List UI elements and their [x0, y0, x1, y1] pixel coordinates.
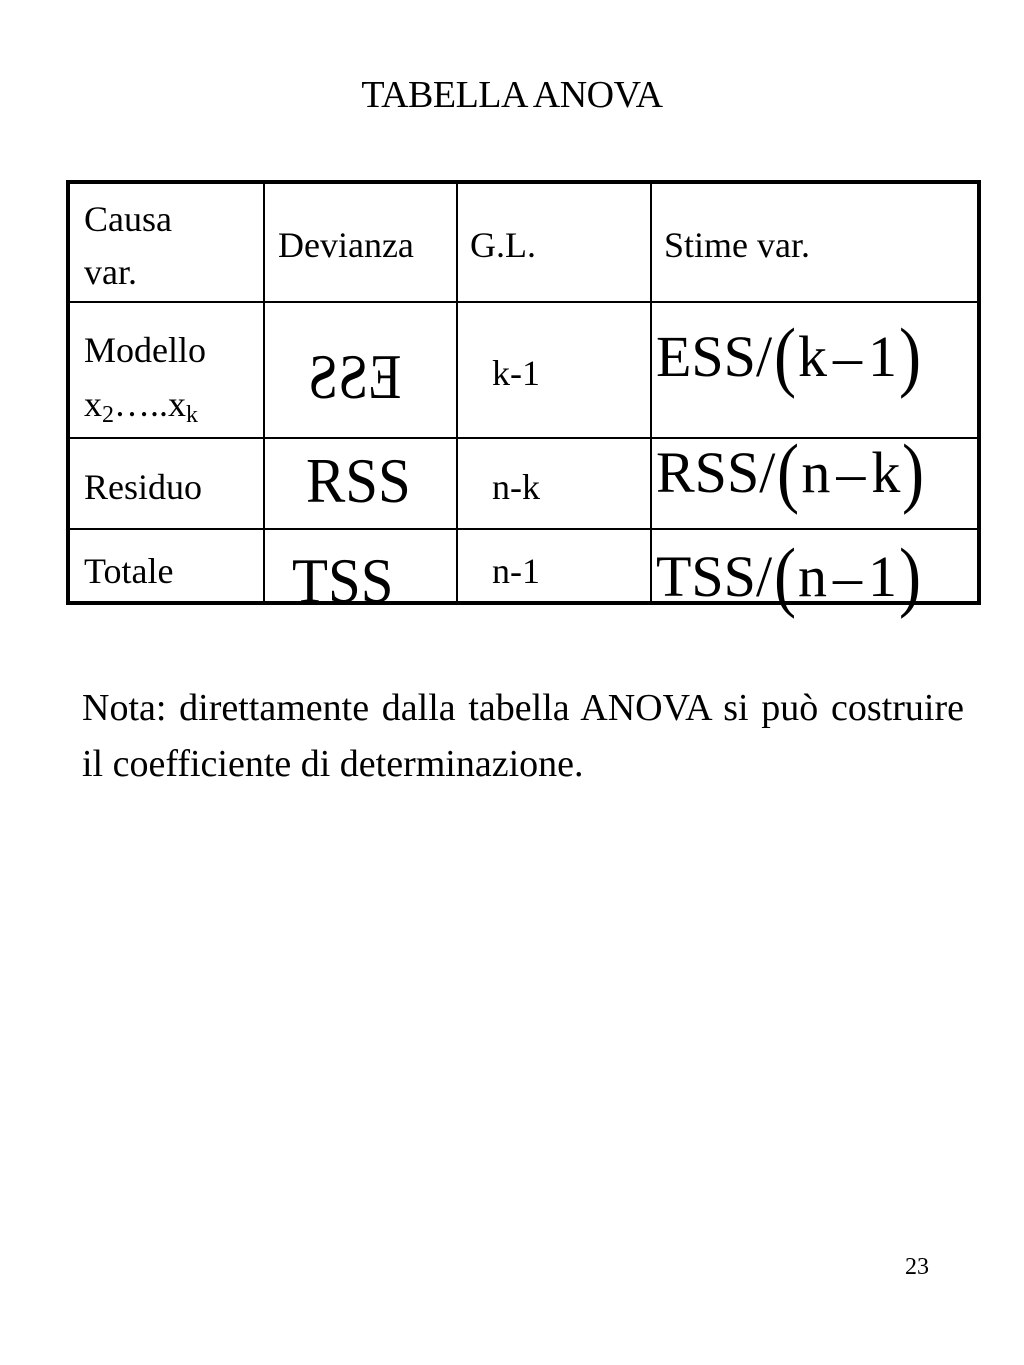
column-divider — [263, 184, 265, 601]
row-modello-gl: k-1 — [492, 353, 540, 393]
row-totale-gl: n-1 — [492, 551, 540, 591]
row-modello-devianza: ESS — [308, 341, 402, 412]
row-residuo-stima: RSS/(n – k) — [656, 428, 925, 515]
row-residuo-label: Residuo — [84, 467, 203, 507]
header-causa-line1: Causa — [84, 199, 172, 239]
row-totale-stima: TSS/(n – 1) — [656, 532, 922, 619]
page-number: 23 — [905, 1254, 929, 1280]
row-totale-devianza: TSS — [292, 545, 394, 616]
header-causa-line2: var. — [84, 252, 137, 292]
note-paragraph: Nota: direttamente dalla tabella ANOVA si può costruire il coefficiente di determinazione. — [82, 687, 964, 785]
slide-title: TABELLA ANOVA — [361, 74, 663, 116]
row-totale-label: Totale — [84, 551, 174, 591]
row-modello-stima: ESS/(k – 1) — [656, 312, 922, 399]
header-stime-var: Stime var. — [664, 225, 810, 265]
row-divider — [70, 301, 977, 303]
column-divider — [650, 184, 652, 601]
row-divider — [70, 528, 977, 530]
row-modello-variables: $x_2\dots..x_k$ — [84, 384, 198, 428]
row-residuo-gl: n-k — [492, 467, 540, 507]
header-devianza: Devianza — [278, 225, 414, 265]
row-residuo-devianza: RSS — [306, 445, 411, 516]
row-modello-label: Modello — [84, 330, 206, 370]
anova-table — [66, 180, 981, 619]
column-divider — [456, 184, 458, 601]
header-gl: G.L. — [470, 225, 536, 265]
